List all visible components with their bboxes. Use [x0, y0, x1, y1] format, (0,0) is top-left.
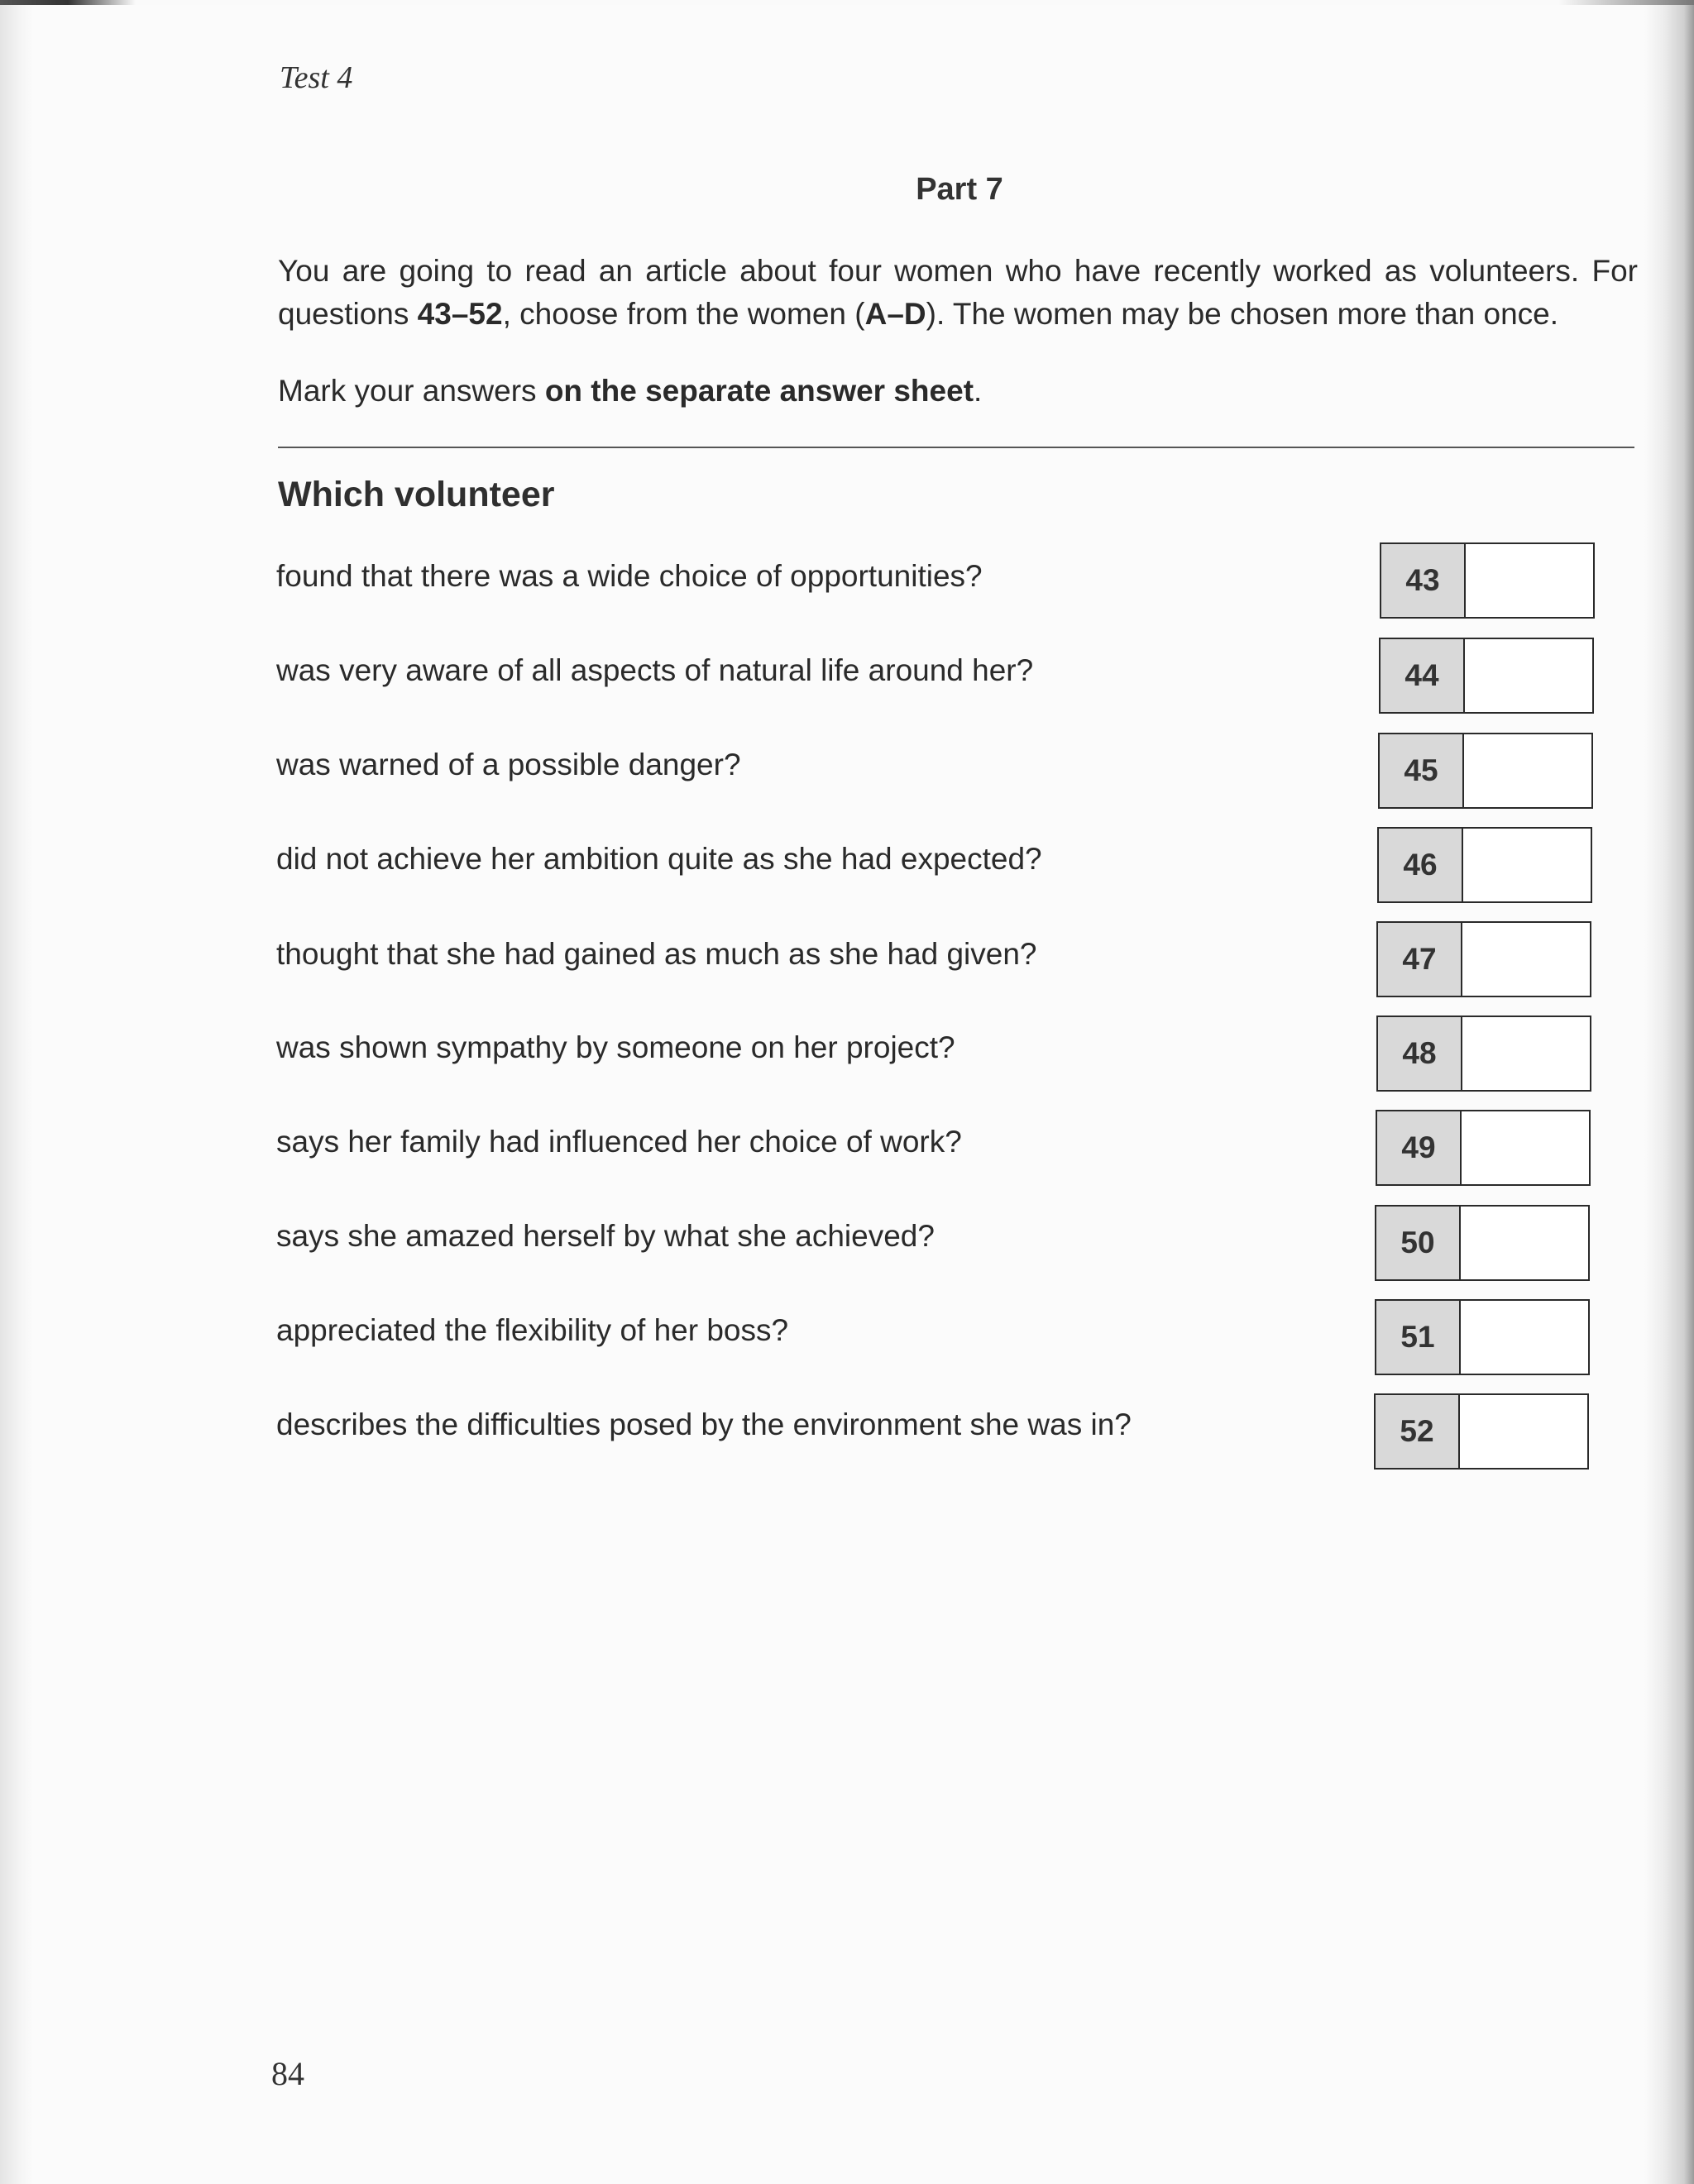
- answer-box: [1380, 542, 1595, 619]
- question-text: describes the difficulties posed by the environment she was in?: [276, 1407, 1132, 1441]
- answer-box: [1378, 733, 1593, 809]
- question-text: says she amazed herself by what she achieved?: [276, 1219, 935, 1253]
- answer-field[interactable]: [1461, 1301, 1588, 1374]
- instructions-text: , choose from the women (: [502, 297, 865, 331]
- question-number: 48: [1378, 1017, 1462, 1090]
- answer-box: [1376, 921, 1591, 997]
- answer-box: [1375, 1205, 1590, 1281]
- scan-left-edge: [0, 0, 33, 2184]
- question-number: 52: [1376, 1395, 1460, 1468]
- answer-field[interactable]: [1462, 1111, 1589, 1184]
- mark-text: .: [974, 374, 983, 408]
- answer-box: [1376, 1110, 1591, 1186]
- question-number: 49: [1377, 1111, 1462, 1184]
- question-number: 46: [1379, 829, 1463, 901]
- answer-field[interactable]: [1461, 1207, 1588, 1279]
- divider-rule: [278, 447, 1634, 448]
- answer-box: [1374, 1393, 1589, 1470]
- question-text: thought that she had gained as much as she had given?: [276, 937, 1037, 971]
- question-number: 45: [1380, 734, 1464, 807]
- question-number: 47: [1378, 923, 1462, 996]
- question-number: 51: [1376, 1301, 1461, 1374]
- page-number: 84: [271, 2055, 304, 2092]
- instructions-text: ). The women may be chosen more than once.: [926, 297, 1559, 331]
- question-text: was shown sympathy by someone on her project?: [276, 1030, 955, 1064]
- question-text: was warned of a possible danger?: [276, 748, 741, 781]
- part-title: Part 7: [916, 172, 1003, 207]
- question-text: found that there was a wide choice of opportunities?: [276, 559, 983, 593]
- answer-box: [1376, 1016, 1591, 1092]
- question-number: 44: [1381, 639, 1465, 712]
- section-heading: Which volunteer: [278, 475, 555, 514]
- answer-field[interactable]: [1464, 734, 1591, 807]
- answer-box: [1375, 1299, 1590, 1375]
- instructions-text: You are going to read an article about four women who have recently worked as volunteers. For questions: [278, 254, 1638, 331]
- question-text: did not achieve her ambition quite as she had expected?: [276, 842, 1042, 876]
- answer-field[interactable]: [1460, 1395, 1587, 1468]
- answer-field[interactable]: [1462, 923, 1590, 996]
- answer-field[interactable]: [1462, 1017, 1590, 1090]
- answer-box: [1377, 827, 1592, 903]
- running-head: Test 4: [280, 60, 353, 95]
- question-text: appreciated the flexibility of her boss?: [276, 1313, 789, 1347]
- scan-right-edge: [1644, 0, 1694, 2184]
- answer-field[interactable]: [1466, 544, 1593, 617]
- answer-box: [1379, 638, 1594, 714]
- mark-text: Mark your answers: [278, 374, 545, 408]
- answer-sheet-instruction: [278, 374, 982, 409]
- scan-top-edge: [0, 0, 1694, 5]
- instructions: [278, 250, 1638, 336]
- answer-field[interactable]: [1463, 829, 1591, 901]
- answer-field[interactable]: [1465, 639, 1592, 712]
- question-text: was very aware of all aspects of natural life around her?: [276, 653, 1034, 687]
- option-letters: A–D: [864, 297, 926, 331]
- question-number: 43: [1381, 544, 1466, 617]
- mark-emphasis: on the separate answer sheet: [544, 374, 974, 408]
- question-text: says her family had influenced her choice of work?: [276, 1125, 962, 1159]
- question-number: 50: [1376, 1207, 1461, 1279]
- question-range: 43–52: [417, 297, 503, 331]
